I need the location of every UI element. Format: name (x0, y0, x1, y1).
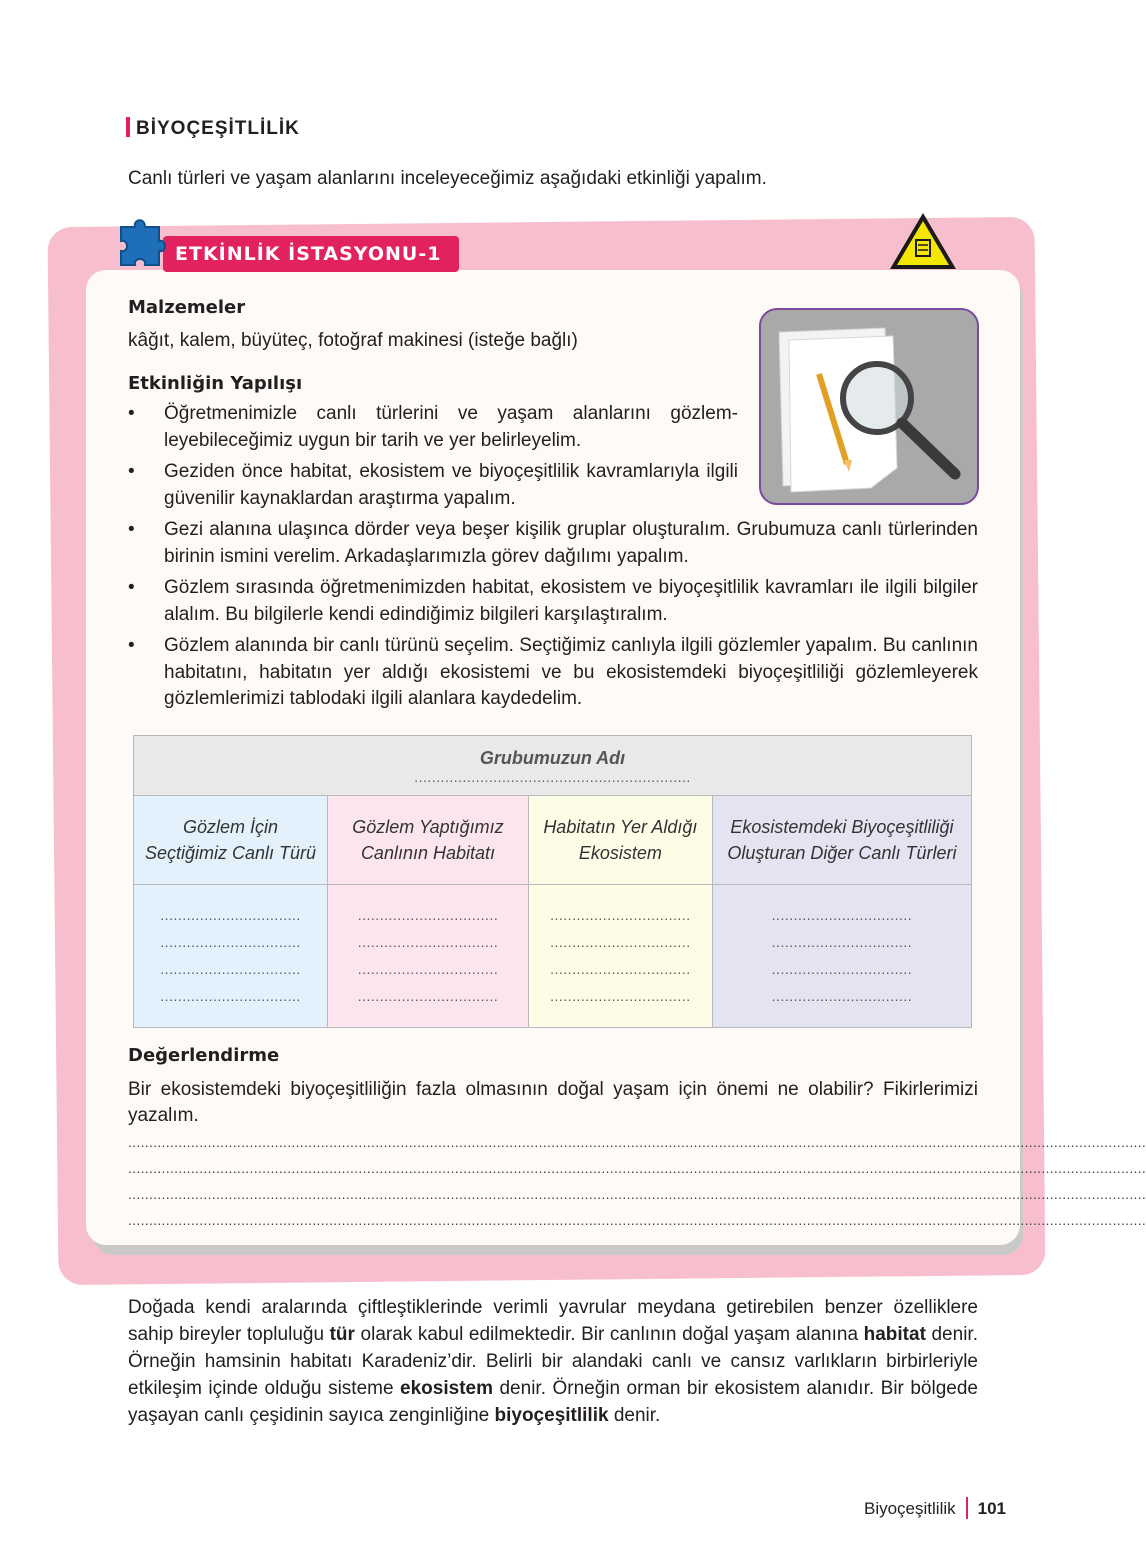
answer-line[interactable]: ................................................................................................................................................................................................................................................... (128, 1160, 1146, 1176)
term-habitat: habitat (863, 1324, 926, 1345)
blank-line: ................................ (550, 988, 691, 1004)
definition-paragraph (128, 1294, 978, 1429)
para-text: denir. Örneğin orman bir ekosistem alanıdır. Bir bölgede yaşayan canlı çeşidinin sayıca zenginliğine (128, 1378, 978, 1426)
intro-text: Canlı türleri ve yaşam alanlarını inceleyeceğimiz aşağıdaki etkinliği yapalım. (128, 168, 767, 189)
answer-line[interactable]: ................................................................................................................................................................................................................................................... (128, 1134, 1146, 1150)
warning-sign-icon (887, 210, 959, 272)
column-header: Gözlem İçin Seçtiğimiz Canlı Türü (134, 796, 328, 885)
answer-cell[interactable] (712, 885, 971, 1028)
blank-line: ................................ (550, 961, 691, 977)
step-item: • Gözlem alanında bir canlı türünü seçelim. Seçtiğimiz canlıyla ilgili gözlemler yapalım. Bu canlının habitatını, habitatın yer aldığı ekosistemi ve bu ekosistemdeki biyoçeşitliliği gözlemleyerek gözlemlerimizi tablodaki ilgili alanlara kaydedelim. (128, 633, 978, 713)
evaluation-heading: Değerlendirme (128, 1045, 280, 1066)
answer-cell[interactable] (528, 885, 712, 1028)
materials-list: kâğıt, kalem, büyüteç, fotoğraf makinesi (isteğe bağlı) (128, 330, 578, 351)
evaluation-question: Bir ekosistemdeki biyoçeşitliliğin fazla olmasının doğal yaşam için önemi ne olabilir? Fikirlerimizi yazalım. (128, 1079, 978, 1126)
term-tur: tür (329, 1324, 355, 1345)
page-number: 101 (977, 1499, 1006, 1518)
activity-banner (163, 236, 459, 272)
term-ekosistem: ekosistem (400, 1378, 493, 1399)
title-accent-bar (126, 117, 130, 137)
blank-line: ................................ (357, 907, 499, 923)
answer-line[interactable]: ................................................................................................................................................................................................................................................... (128, 1212, 1146, 1228)
section-title (126, 117, 300, 140)
blank-line: ................................ (771, 907, 913, 923)
blank-line: ................................ (771, 961, 913, 977)
group-name-label: Grubumuzun Adı (479, 748, 626, 768)
activity-banner-title: ETKİNLİK İSTASYONU-1 (175, 243, 442, 265)
blank-line: ................................ (357, 934, 499, 950)
answer-line[interactable]: ................................................................................................................................................................................................................................................... (128, 1186, 1146, 1202)
answer-cell[interactable] (134, 885, 328, 1028)
section-title-text: BİYOÇEŞİTLİLİK (136, 118, 300, 139)
blank-line: ................................ (550, 907, 691, 923)
footer-chapter: Biyoçeşitlilik (863, 1499, 956, 1518)
procedure-heading: Etkinliğin Yapılışı (128, 373, 303, 394)
puzzle-piece-icon (115, 213, 171, 273)
blank-line: ................................ (160, 934, 301, 950)
column-header: Ekosistemdeki Biyoçeşitliliği Oluşturan Diğer Canlı Türleri (712, 796, 971, 885)
step-item: • Gezi alanına ulaşınca dörder veya beşer kişilik gruplar oluşturalım. Grubumuza canlı türlerinden birinin ismini verelim. Arkadaşlarımızla görev dağılımı yapalım. (128, 517, 978, 570)
para-text: denir. Örneğin hamsinin habitatı Karadeniz’dir. Belirli bir alandaki canlı ve cansız varlıkların birbirleriyle etkileşim içinde olduğu sisteme (128, 1324, 978, 1399)
page-footer (864, 1497, 1006, 1519)
group-name-cell (134, 736, 972, 796)
blank-line: ................................ (357, 961, 499, 977)
step-item: • Gözlem sırasında öğretmenimizden habitat, ekosistem ve biyoçeşitlilik kavramları ile ilgili bilgiler alalım. Bu bilgilerle kendi edindiğimiz bilgileri karşılaştıralım. (128, 575, 978, 628)
para-text: olarak kabul edilmektedir. Bir canlının doğal yaşam alanına (354, 1324, 864, 1345)
column-header: Gözlem Yaptığımız Canlının Habitatı (328, 796, 529, 885)
blank-line: ................................ (771, 934, 913, 950)
column-header: Habitatın Yer Aldığı Ekosistem (528, 796, 712, 885)
blank-line: ................................ (160, 907, 301, 923)
blank-line: ................................ (550, 934, 691, 950)
materials-heading: Malzemeler (128, 297, 246, 318)
procedure-steps (128, 401, 978, 718)
step-item: • Geziden önce habitat, ekosistem ve biyoçeşitlilik kavramlarıyla ilgili güvenilir kaynaklardan araştırma yapalım. (128, 459, 738, 512)
observation-table (133, 735, 972, 1028)
blank-line: ................................ (160, 961, 301, 977)
para-text: Doğada kendi aralarında çiftleştiklerinde verimli yavrular meydana getirebilen benzer özelliklere sahip bireyler topluluğu (128, 1297, 978, 1345)
answer-cell[interactable] (328, 885, 529, 1028)
para-text: denir. (608, 1405, 661, 1426)
blank-line: ................................ (160, 988, 301, 1004)
step-item: • Öğretmenimizle canlı türlerini ve yaşam alanlarını gözlemleyebileceğimiz uygun bir tarih ve yer belirleyelim. (128, 401, 738, 454)
term-biyocesitlilik: biyoçeşitlilik (494, 1405, 609, 1426)
blank-line: ................................ (357, 988, 499, 1004)
footer-separator (966, 1497, 968, 1519)
blank-line: ................................ (771, 988, 913, 1004)
group-name-blank: ............................................................... (414, 769, 691, 785)
